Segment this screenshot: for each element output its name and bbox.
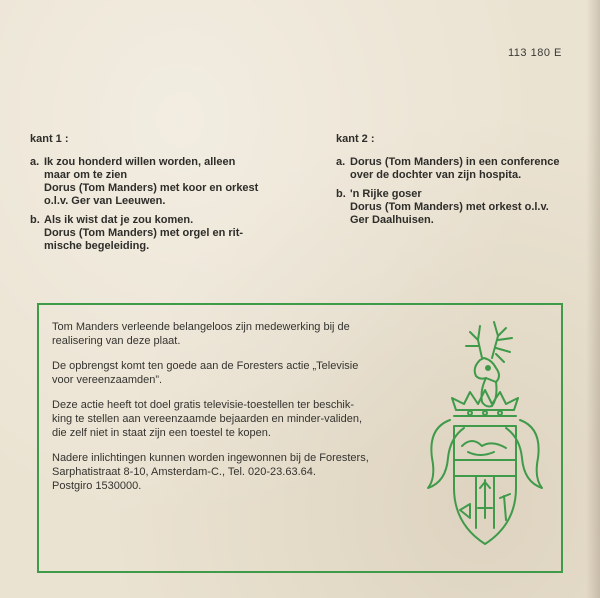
info-line: De opbrengst komt ten goede aan de Foresters actie „Televisie (52, 360, 359, 372)
side-1-heading: kant 1 : (30, 133, 69, 145)
info-paragraph-3 (52, 398, 422, 440)
info-line: voor vereenzaamden”. (52, 374, 163, 386)
info-line: Sarphatistraat 8-10, Amsterdam-C., Tel. 020-23.63.64. (52, 466, 316, 478)
side-2-heading: kant 2 : (336, 133, 375, 145)
info-line: Nadere inlichtingen kunnen worden ingewonnen bij de Foresters, (52, 452, 369, 464)
track-credit-line: mische begeleiding. (44, 240, 150, 252)
info-paragraph-1 (52, 320, 422, 348)
track-title-line: Als ik wist dat je zou komen. (44, 214, 194, 226)
track-credit-line: o.l.v. Ger van Leeuwen. (44, 195, 166, 207)
info-paragraph-4 (52, 451, 422, 493)
catalog-number: 113 180 E (508, 47, 562, 59)
track-credit-line: Ger Daalhuisen. (350, 214, 434, 226)
side-2-tracklist (336, 133, 581, 233)
side-1-track-b (30, 214, 292, 253)
info-line: realisering van deze plaat. (52, 335, 181, 347)
track-title-line: Dorus (Tom Manders) in een conference (350, 156, 560, 168)
info-line: die zelf niet in staat zijn een toestel te kopen. (52, 427, 271, 439)
info-line: Deze actie heeft tot doel gratis televisie-toestellen ter beschik- (52, 399, 355, 411)
info-line: king te stellen aan vereenzaamde bejaarden en minder-validen, (52, 413, 363, 425)
track-letter: b. (30, 214, 40, 226)
sleeve-edge-shadow (586, 0, 600, 598)
info-line: Tom Manders verleende belangeloos zijn medewerking bij de (52, 321, 350, 333)
track-credit-line: Dorus (Tom Manders) met orkest o.l.v. (350, 201, 549, 213)
foresters-coat-of-arms-icon (420, 318, 550, 568)
side-2-track-b (336, 188, 581, 227)
track-title-line: Ik zou honderd willen worden, alleen (44, 156, 236, 168)
side-1-tracklist (30, 133, 292, 259)
info-paragraph-2 (52, 359, 422, 387)
side-2-track-a (336, 156, 581, 182)
track-credit-line: Dorus (Tom Manders) met orgel en rit- (44, 227, 244, 239)
foresters-info-text (52, 320, 422, 504)
track-title-line: over de dochter van zijn hospita. (350, 169, 522, 181)
track-letter: b. (336, 188, 346, 200)
track-title-line: 'n Rijke goser (350, 188, 422, 200)
track-title-line: maar om te zien (44, 169, 128, 181)
track-credit-line: Dorus (Tom Manders) met koor en orkest (44, 182, 259, 194)
side-1-track-a (30, 156, 292, 208)
track-letter: a. (336, 156, 346, 168)
info-line: Postgiro 1530000. (52, 480, 142, 492)
track-letter: a. (30, 156, 40, 168)
